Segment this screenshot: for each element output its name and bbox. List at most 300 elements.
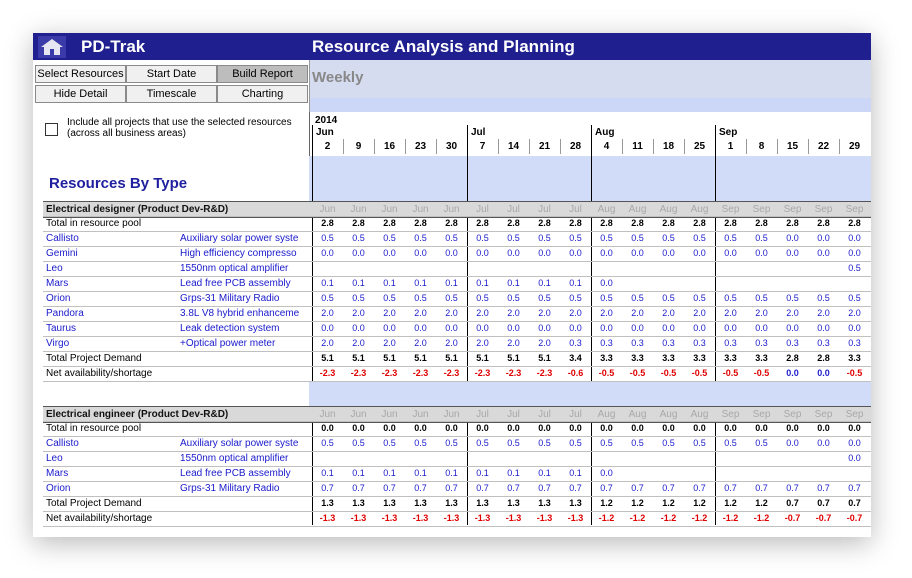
value-cell: Aug <box>659 409 678 420</box>
value-cell: 0.0 <box>352 248 365 258</box>
value-cell: 2.0 <box>445 308 458 318</box>
value-cell: Aug <box>628 409 647 420</box>
app-window <box>33 33 871 537</box>
value-cell: 0.7 <box>507 483 520 493</box>
project-row[interactable] <box>43 291 871 306</box>
week-divider <box>746 139 747 154</box>
value-cell: 0.3 <box>693 338 706 348</box>
value-cell: -1.3 <box>505 513 522 523</box>
value-cell: Sep <box>721 409 740 420</box>
calendar-day: 15 <box>786 141 799 152</box>
week-divider <box>622 139 623 154</box>
value-cell: -1.3 <box>412 513 429 523</box>
value-cell: 0.1 <box>383 278 396 288</box>
value-cell: -1.3 <box>474 513 491 523</box>
value-cell: 2.0 <box>507 308 520 318</box>
project-description: 1550nm optical amplifier <box>180 453 289 464</box>
value-cell: 0.0 <box>476 423 489 433</box>
value-cell: 3.3 <box>600 353 613 363</box>
calendar-day: 25 <box>693 141 706 152</box>
value-cell: Aug <box>597 204 616 215</box>
value-cell: 0.0 <box>724 248 737 258</box>
value-cell: 0.7 <box>786 483 799 493</box>
value-cell: -2.3 <box>319 368 336 378</box>
project-row[interactable] <box>43 466 871 481</box>
value-cell: 0.0 <box>817 438 830 448</box>
week-divider <box>529 139 530 154</box>
value-cell: -1.3 <box>381 513 398 523</box>
value-cell: 5.1 <box>352 353 365 363</box>
project-row[interactable] <box>43 231 871 246</box>
select-resources-button[interactable]: Select Resources <box>35 65 126 83</box>
value-cell: 1.3 <box>569 498 582 508</box>
resource-pool-row-label: Total in resource pool <box>46 218 142 229</box>
value-cell: 0.1 <box>476 468 489 478</box>
calendar-day: 30 <box>445 141 458 152</box>
value-cell: 0.0 <box>383 323 396 333</box>
value-cell: 0.0 <box>445 248 458 258</box>
value-cell: -1.2 <box>691 513 708 523</box>
project-row[interactable] <box>43 276 871 291</box>
value-cell: Aug <box>690 409 709 420</box>
value-cell: Jul <box>507 409 520 420</box>
hide-detail-button[interactable]: Hide Detail <box>35 85 126 103</box>
week-divider <box>405 139 406 154</box>
value-cell: 2.8 <box>662 218 675 228</box>
value-cell: Jul <box>476 409 489 420</box>
value-cell: 0.7 <box>631 483 644 493</box>
value-cell: 0.5 <box>538 233 551 243</box>
value-cell: Jul <box>538 409 551 420</box>
project-description: Leak detection system <box>180 323 280 334</box>
value-cell: 1.3 <box>507 498 520 508</box>
value-cell: 2.8 <box>848 218 861 228</box>
value-cell: 0.1 <box>476 278 489 288</box>
value-cell: 1.2 <box>662 498 675 508</box>
project-row-label: Callisto <box>46 438 79 449</box>
value-cell: 0.3 <box>631 338 644 348</box>
value-cell: 0.0 <box>352 323 365 333</box>
value-cell: 0.5 <box>600 293 613 303</box>
project-row[interactable] <box>43 306 871 321</box>
value-cell: 0.5 <box>817 293 830 303</box>
value-cell: 2.8 <box>600 218 613 228</box>
value-cell: 0.7 <box>321 483 334 493</box>
value-cell: 0.0 <box>848 233 861 243</box>
value-cell: 0.5 <box>600 438 613 448</box>
value-cell: 2.8 <box>693 218 706 228</box>
calendar-day: 18 <box>662 141 675 152</box>
value-cell: 0.1 <box>414 468 427 478</box>
value-cell: 2.8 <box>755 218 768 228</box>
value-cell: 2.8 <box>476 218 489 228</box>
project-row[interactable] <box>43 481 871 496</box>
value-cell: 1.2 <box>693 498 706 508</box>
value-cell: 0.7 <box>538 483 551 493</box>
value-cell: -0.6 <box>567 368 584 378</box>
value-cell: Jun <box>319 409 336 420</box>
value-cell: 1.2 <box>724 498 737 508</box>
group-spacer <box>309 382 871 406</box>
value-cell: 0.3 <box>662 338 675 348</box>
week-divider <box>374 139 375 154</box>
calendar-month: Jul <box>471 127 486 138</box>
project-row-label: Orion <box>46 293 71 304</box>
project-row[interactable] <box>43 436 871 451</box>
value-cell: 0.0 <box>786 368 799 378</box>
value-cell: 0.0 <box>414 248 427 258</box>
calendar-day: 29 <box>848 141 861 152</box>
value-cell: Jun <box>350 204 367 215</box>
project-row-label: Leo <box>46 263 63 274</box>
value-cell: -2.3 <box>350 368 367 378</box>
section-band <box>309 156 871 201</box>
net-availability-row-label: Net availability/shortage <box>46 513 153 524</box>
value-cell: 0.0 <box>507 248 520 258</box>
value-cell: 5.1 <box>414 353 427 363</box>
include-all-checkbox[interactable] <box>45 123 58 136</box>
value-cell: Jul <box>507 204 520 215</box>
value-cell: 2.0 <box>600 308 613 318</box>
value-cell: 0.5 <box>321 233 334 243</box>
value-cell: 0.0 <box>724 323 737 333</box>
calendar-day: 16 <box>383 141 396 152</box>
value-cell: 0.5 <box>631 293 644 303</box>
value-cell: 0.0 <box>476 323 489 333</box>
value-cell: 0.1 <box>321 278 334 288</box>
value-cell: 0.0 <box>321 248 334 258</box>
week-divider <box>653 139 654 154</box>
timescale-button[interactable]: Timescale <box>126 85 217 103</box>
calendar-day: 2 <box>324 141 331 152</box>
value-cell: 0.0 <box>569 423 582 433</box>
value-cell: 0.5 <box>662 233 675 243</box>
value-cell: 0.1 <box>321 468 334 478</box>
project-row-label: Gemini <box>46 248 78 259</box>
project-row-label: Leo <box>46 453 63 464</box>
value-cell: Sep <box>752 409 771 420</box>
calendar-day: 21 <box>538 141 551 152</box>
value-cell: Sep <box>814 204 833 215</box>
week-divider <box>839 139 840 154</box>
value-cell: 0.5 <box>321 293 334 303</box>
value-cell: Sep <box>845 409 864 420</box>
week-divider <box>777 139 778 154</box>
value-cell: 5.1 <box>476 353 489 363</box>
value-cell: 0.5 <box>755 293 768 303</box>
value-cell: -2.3 <box>474 368 491 378</box>
value-cell: 0.1 <box>538 468 551 478</box>
value-cell: Aug <box>659 204 678 215</box>
value-cell: 2.0 <box>321 308 334 318</box>
value-cell: 0.5 <box>414 233 427 243</box>
calendar-day: 14 <box>507 141 520 152</box>
value-cell: 2.0 <box>724 308 737 318</box>
value-cell: 0.0 <box>693 248 706 258</box>
value-cell: 0.0 <box>321 323 334 333</box>
value-cell: 0.0 <box>755 423 768 433</box>
value-cell: Jul <box>569 204 582 215</box>
value-cell: Jun <box>381 409 398 420</box>
value-cell: Sep <box>845 204 864 215</box>
value-cell: 0.1 <box>383 468 396 478</box>
value-cell: 0.7 <box>755 483 768 493</box>
resource-pool-row-label: Total in resource pool <box>46 423 142 434</box>
charting-button[interactable]: Charting <box>217 85 308 103</box>
resource-pool-row <box>43 421 871 436</box>
value-cell: 2.0 <box>538 338 551 348</box>
value-cell: 2.8 <box>786 353 799 363</box>
week-divider <box>560 139 561 154</box>
calendar-month: Aug <box>595 127 615 138</box>
project-description: +Optical power meter <box>180 338 276 349</box>
value-cell: 2.8 <box>507 218 520 228</box>
value-cell: Aug <box>690 204 709 215</box>
value-cell: Jun <box>319 204 336 215</box>
value-cell: 0.0 <box>848 453 861 463</box>
value-cell: 0.1 <box>538 278 551 288</box>
project-row[interactable] <box>43 321 871 336</box>
value-cell: 0.0 <box>569 248 582 258</box>
value-cell: 0.5 <box>476 293 489 303</box>
value-cell: 0.0 <box>693 423 706 433</box>
value-cell: -0.5 <box>722 368 739 378</box>
period-bar <box>309 60 871 98</box>
value-cell: 3.3 <box>662 353 675 363</box>
resource-type-header-label: Electrical engineer (Product Dev-R&D) <box>46 409 229 420</box>
value-cell: Jul <box>476 204 489 215</box>
value-cell: 2.0 <box>383 338 396 348</box>
start-date-button[interactable]: Start Date <box>126 65 217 83</box>
value-cell: 2.0 <box>414 308 427 318</box>
value-cell: 2.0 <box>817 308 830 318</box>
value-cell: 0.0 <box>476 248 489 258</box>
value-cell: 0.0 <box>600 278 613 288</box>
value-cell: Jun <box>350 409 367 420</box>
build-report-button[interactable]: Build Report <box>217 65 308 83</box>
project-description: Auxiliary solar power syste <box>180 438 299 449</box>
project-row[interactable] <box>43 261 871 276</box>
value-cell: 5.1 <box>321 353 334 363</box>
value-cell: -2.3 <box>536 368 553 378</box>
value-cell: 1.3 <box>321 498 334 508</box>
value-cell: 0.5 <box>538 438 551 448</box>
value-cell: 2.0 <box>538 308 551 318</box>
value-cell: 0.0 <box>786 233 799 243</box>
value-cell: Sep <box>721 204 740 215</box>
value-cell: 0.1 <box>352 468 365 478</box>
project-description: 1550nm optical amplifier <box>180 263 289 274</box>
calendar-day: 7 <box>479 141 486 152</box>
value-cell: 2.8 <box>445 218 458 228</box>
value-cell: 0.1 <box>507 278 520 288</box>
value-cell: -0.7 <box>815 513 832 523</box>
value-cell: 2.0 <box>352 338 365 348</box>
value-cell: 0.5 <box>662 438 675 448</box>
value-cell: 0.5 <box>724 438 737 448</box>
calendar-day: 22 <box>817 141 830 152</box>
value-cell: 1.2 <box>631 498 644 508</box>
value-cell: 0.3 <box>817 338 830 348</box>
value-cell: 0.0 <box>693 323 706 333</box>
value-cell: 0.0 <box>600 423 613 433</box>
value-cell: Sep <box>752 204 771 215</box>
section-title: Resources By Type <box>49 175 188 192</box>
value-cell: 0.0 <box>817 233 830 243</box>
value-cell: 2.8 <box>352 218 365 228</box>
value-cell: 0.7 <box>414 483 427 493</box>
calendar-day: 11 <box>632 141 643 152</box>
value-cell: 0.5 <box>631 438 644 448</box>
value-cell: 1.3 <box>476 498 489 508</box>
value-cell: 0.0 <box>786 423 799 433</box>
value-cell: 0.7 <box>445 483 458 493</box>
value-cell: 0.7 <box>693 483 706 493</box>
value-cell: 2.0 <box>848 308 861 318</box>
project-row-label: Pandora <box>46 308 84 319</box>
value-cell: 0.5 <box>414 438 427 448</box>
value-cell: 2.0 <box>693 308 706 318</box>
value-cell: 1.3 <box>414 498 427 508</box>
project-row-label: Mars <box>46 278 69 289</box>
value-cell: 0.5 <box>476 438 489 448</box>
value-cell: 2.0 <box>321 338 334 348</box>
calendar-year: 2014 <box>315 115 338 126</box>
value-cell: 0.5 <box>383 293 396 303</box>
value-cell: 2.0 <box>476 308 489 318</box>
value-cell: 0.5 <box>600 233 613 243</box>
value-cell: 3.3 <box>631 353 644 363</box>
value-cell: 2.0 <box>786 308 799 318</box>
value-cell: 0.0 <box>600 248 613 258</box>
value-cell: 0.5 <box>724 233 737 243</box>
total-demand-row <box>43 496 871 511</box>
value-cell: 0.5 <box>321 438 334 448</box>
value-cell: 0.3 <box>755 338 768 348</box>
calendar-day: 9 <box>355 141 362 152</box>
value-cell: 0.0 <box>321 423 334 433</box>
project-row[interactable] <box>43 246 871 261</box>
value-cell: -1.2 <box>660 513 677 523</box>
project-description: Grps-31 Military Radio <box>180 483 280 494</box>
value-cell: 2.8 <box>569 218 582 228</box>
value-cell: 0.0 <box>383 423 396 433</box>
row-divider <box>43 526 871 527</box>
value-cell: 0.5 <box>445 293 458 303</box>
value-cell: 0.0 <box>662 423 675 433</box>
value-cell: 2.8 <box>817 218 830 228</box>
value-cell: 1.2 <box>755 498 768 508</box>
value-cell: 0.0 <box>569 323 582 333</box>
value-cell: 0.0 <box>817 248 830 258</box>
value-cell: 2.8 <box>724 218 737 228</box>
value-cell: 2.0 <box>662 308 675 318</box>
project-row-label: Mars <box>46 468 69 479</box>
value-cell: -0.7 <box>846 513 863 523</box>
value-cell: 0.7 <box>848 498 861 508</box>
value-cell: 0.5 <box>662 293 675 303</box>
value-cell: 0.0 <box>662 323 675 333</box>
value-cell: 0.1 <box>352 278 365 288</box>
value-cell: 5.1 <box>445 353 458 363</box>
value-cell: 0.1 <box>507 468 520 478</box>
value-cell: 0.1 <box>445 278 458 288</box>
value-cell: 0.0 <box>538 423 551 433</box>
value-cell: 3.4 <box>569 353 582 363</box>
value-cell: 0.0 <box>755 323 768 333</box>
project-description: High efficiency compresso <box>180 248 297 259</box>
value-cell: Aug <box>628 204 647 215</box>
value-cell: -0.5 <box>846 368 863 378</box>
value-cell: 2.8 <box>414 218 427 228</box>
value-cell: 0.0 <box>383 248 396 258</box>
value-cell: 3.3 <box>755 353 768 363</box>
value-cell: 0.0 <box>662 248 675 258</box>
value-cell: -0.5 <box>598 368 615 378</box>
value-cell: 0.0 <box>848 323 861 333</box>
value-cell: 0.0 <box>445 423 458 433</box>
week-divider <box>808 139 809 154</box>
value-cell: 0.5 <box>755 438 768 448</box>
value-cell: 0.5 <box>414 293 427 303</box>
value-cell: 1.3 <box>352 498 365 508</box>
value-cell: 0.0 <box>848 248 861 258</box>
value-cell: 0.5 <box>693 293 706 303</box>
value-cell: 0.0 <box>414 323 427 333</box>
value-cell: 0.5 <box>569 438 582 448</box>
value-cell: -0.5 <box>691 368 708 378</box>
value-cell: 0.5 <box>724 293 737 303</box>
calendar-day: 8 <box>758 141 765 152</box>
project-row[interactable] <box>43 451 871 466</box>
value-cell: 2.8 <box>321 218 334 228</box>
value-cell: 2.0 <box>569 308 582 318</box>
value-cell: 0.0 <box>817 423 830 433</box>
value-cell: 0.0 <box>817 368 830 378</box>
app-name: PD-Trak <box>81 37 146 56</box>
value-cell: 0.5 <box>569 293 582 303</box>
value-cell: 0.5 <box>352 233 365 243</box>
value-cell: 0.0 <box>631 323 644 333</box>
project-row[interactable] <box>43 336 871 351</box>
value-cell: 0.5 <box>538 293 551 303</box>
value-cell: 2.0 <box>755 308 768 318</box>
net-availability-row <box>43 366 871 381</box>
value-cell: -0.5 <box>629 368 646 378</box>
project-description: Lead free PCB assembly <box>180 278 291 289</box>
value-cell: -2.3 <box>443 368 460 378</box>
net-availability-row-label: Net availability/shortage <box>46 368 153 379</box>
value-cell: 0.7 <box>817 483 830 493</box>
value-cell: 1.3 <box>383 498 396 508</box>
project-row-label: Virgo <box>46 338 70 349</box>
week-divider <box>436 139 437 154</box>
value-cell: 0.5 <box>507 233 520 243</box>
value-cell: 0.0 <box>755 248 768 258</box>
value-cell: 0.5 <box>693 438 706 448</box>
total-demand-row-label: Total Project Demand <box>46 353 142 364</box>
value-cell: -1.2 <box>629 513 646 523</box>
value-cell: 2.8 <box>538 218 551 228</box>
value-cell: 2.0 <box>476 338 489 348</box>
value-cell: 0.0 <box>817 323 830 333</box>
value-cell: 0.1 <box>569 468 582 478</box>
value-cell: 0.5 <box>383 233 396 243</box>
value-cell: 0.0 <box>631 423 644 433</box>
value-cell: -1.2 <box>598 513 615 523</box>
resource-pool-row <box>43 216 871 231</box>
value-cell: 0.0 <box>848 438 861 448</box>
